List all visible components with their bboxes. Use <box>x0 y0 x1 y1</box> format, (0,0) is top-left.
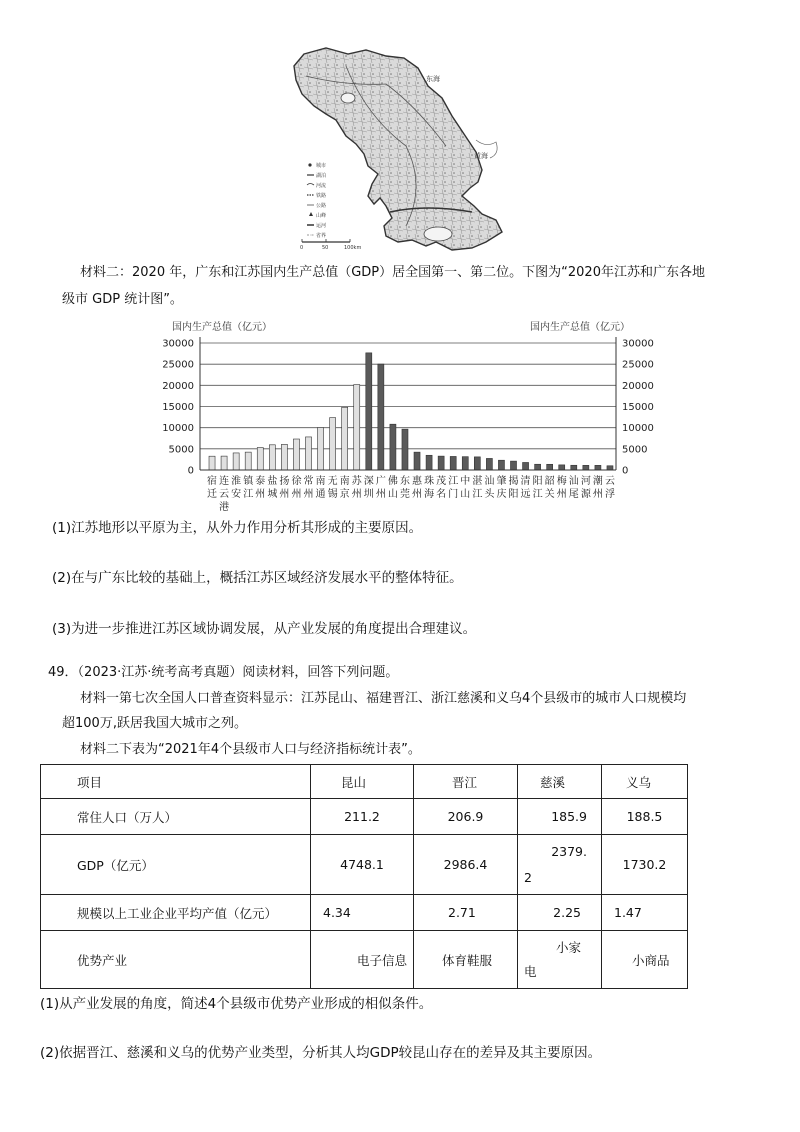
x-tick-label: 源 <box>580 489 591 500</box>
svg-text:0: 0 <box>300 245 304 251</box>
x-tick-label: 州 <box>303 489 314 500</box>
bar-云浮 <box>607 466 613 470</box>
y-tick-label-left: 25000 <box>162 359 194 371</box>
chart-ylabel-left: 国内生产总值（亿元） <box>172 322 272 333</box>
table-cell: 电子信息 <box>311 931 414 989</box>
table-cell: 2.25 <box>518 895 602 931</box>
bar-肇庆 <box>498 460 504 470</box>
table-cell: 4748.1 <box>311 835 414 895</box>
x-tick-label: 湛 <box>472 476 483 487</box>
svg-text:河流: 河流 <box>316 183 327 189</box>
x-tick-label: 江 <box>243 489 254 500</box>
x-tick-label: 远 <box>520 489 531 500</box>
y-tick-label-left: 5000 <box>168 444 194 456</box>
y-tick-label-left: 0 <box>187 465 194 477</box>
svg-text:公路: 公路 <box>316 203 327 209</box>
x-tick-label: 宿 <box>207 476 218 487</box>
table-header-cell: 昆山 <box>311 765 414 799</box>
bar-梅州 <box>559 465 565 470</box>
y-tick-label-right: 5000 <box>622 444 648 456</box>
table-cell: 小商品 <box>602 931 688 989</box>
x-tick-label: 肇 <box>496 476 507 487</box>
bar-茂名 <box>438 456 444 470</box>
x-tick-label: 州 <box>279 489 290 500</box>
x-tick-label: 庆 <box>496 489 507 500</box>
table-cell: 规模以上工业企业平均产值（亿元） <box>41 895 311 931</box>
x-tick-label: 淮 <box>231 476 242 487</box>
x-tick-label: 阳 <box>532 476 543 487</box>
bar-河源 <box>583 465 589 470</box>
x-tick-label: 迁 <box>207 489 218 500</box>
x-tick-label: 山 <box>460 489 471 500</box>
q49-material1-line2: 超100万,跃居我国大城市之列。 <box>62 716 247 731</box>
x-tick-label: 连 <box>219 476 230 487</box>
bar-汕头 <box>486 458 492 470</box>
x-tick-label: 阳 <box>508 489 519 500</box>
svg-text:城市: 城市 <box>316 163 327 169</box>
table-cell: 185.9 <box>518 799 602 835</box>
x-tick-label: 港 <box>219 502 230 513</box>
x-tick-label: 州 <box>556 489 567 500</box>
material2-line2: 级市 GDP 统计图”。 <box>62 292 183 307</box>
x-tick-label: 南 <box>339 476 350 487</box>
map-legend <box>307 162 326 239</box>
svg-text:湖泊: 湖泊 <box>316 173 327 179</box>
bar-连云港 <box>221 456 227 470</box>
x-tick-label: 州 <box>592 489 603 500</box>
table-header-cell: 义乌 <box>602 765 688 799</box>
x-tick-label: 广 <box>375 476 386 487</box>
y-tick-label-left: 20000 <box>162 380 194 392</box>
x-tick-label: 汕 <box>484 476 495 487</box>
bar-东莞 <box>402 429 408 470</box>
x-tick-label: 佛 <box>387 476 398 487</box>
table-header-cell: 项目 <box>41 765 311 799</box>
y-tick-label-left: 15000 <box>162 402 194 413</box>
x-tick-label: 云 <box>604 476 615 487</box>
x-tick-label: 江 <box>532 489 543 500</box>
table-cell: 1730.2 <box>602 835 688 895</box>
bar-扬州 <box>281 444 287 470</box>
table-header-row <box>41 765 688 799</box>
table-cell: 2986.4 <box>414 835 518 895</box>
x-tick-label: 山 <box>387 489 398 500</box>
x-tick-label: 苏 <box>351 476 362 487</box>
x-tick-label: 云 <box>219 489 230 500</box>
x-tick-label: 关 <box>544 489 555 500</box>
x-tick-label: 珠 <box>424 476 435 487</box>
x-tick-label: 安 <box>231 489 242 500</box>
x-tick-label: 扬 <box>279 476 290 487</box>
x-tick-label: 江 <box>472 489 483 500</box>
bar-南通 <box>318 427 324 470</box>
x-tick-label: 清 <box>520 476 531 487</box>
x-tick-label: 常 <box>303 476 314 487</box>
bar-揭阳 <box>510 461 516 470</box>
y-tick-label-left: 10000 <box>162 423 194 435</box>
table-cell: 体育鞋服 <box>414 931 518 989</box>
bar-常州 <box>305 437 311 470</box>
svg-text:100km: 100km <box>344 245 362 251</box>
x-tick-label: 惠 <box>412 476 423 487</box>
table-cell-wrapped <box>518 835 602 895</box>
bar-江门 <box>450 456 456 470</box>
x-tick-label: 州 <box>412 489 423 500</box>
table-cell: 4.34 <box>311 895 414 931</box>
svg-text:50: 50 <box>322 245 329 251</box>
sea-label-2: 东海 <box>426 75 440 83</box>
chart-ylabel-right: 国内生产总值（亿元） <box>530 322 630 333</box>
table-cell: 1.47 <box>602 895 688 931</box>
x-tick-label: 深 <box>363 476 374 487</box>
x-tick-label: 门 <box>448 489 459 500</box>
x-tick-label: 徐 <box>291 476 302 487</box>
bar-广州 <box>378 364 384 470</box>
x-tick-label: 河 <box>580 476 591 487</box>
x-tick-label: 通 <box>315 489 326 500</box>
x-tick-label: 梅 <box>556 476 567 487</box>
x-tick-label: 镇 <box>243 476 254 487</box>
x-tick-label: 浮 <box>604 489 615 500</box>
x-tick-label: 茂 <box>436 476 447 487</box>
svg-text:铁路: 铁路 <box>316 193 327 199</box>
x-tick-label: 京 <box>339 489 350 500</box>
bar-阳江 <box>535 464 541 470</box>
svg-text:省界: 省界 <box>316 233 327 239</box>
x-tick-label: 海 <box>424 489 435 500</box>
x-tick-label: 盐 <box>267 476 278 487</box>
table-cell: 206.9 <box>414 799 518 835</box>
x-tick-label: 东 <box>399 476 410 487</box>
x-tick-label: 州 <box>255 489 266 500</box>
y-tick-label-right: 25000 <box>622 359 654 371</box>
x-tick-label: 泰 <box>255 476 266 487</box>
x-tick-label: 莞 <box>399 489 410 500</box>
gdp-bar-chart <box>160 318 660 514</box>
table-row <box>41 799 688 835</box>
bar-徐州 <box>293 439 299 470</box>
x-tick-label: 州 <box>375 489 386 500</box>
svg-text:山峰: 山峰 <box>316 213 327 219</box>
material2-line1: 材料二：2020 年，广东和江苏国内生产总值（GDP）居全国第一、第二位。下图为“2020年江苏和广东各地 <box>80 265 705 280</box>
q49-header: 49．（2023·江苏·统考高考真题）阅读材料，回答下列问题。 <box>48 665 399 680</box>
q49-material2: 材料二下表为“2021年4个县级市人口与经济指标统计表”。 <box>80 742 421 757</box>
table-cell: 188.5 <box>602 799 688 835</box>
table-row <box>41 895 688 931</box>
bar-深圳 <box>366 353 372 470</box>
question-1: (1)江苏地形以平原为主，从外力作用分析其形成的主要原因。 <box>52 520 423 536</box>
table-header-cell: 慈溪 <box>518 765 602 799</box>
x-tick-label: 尾 <box>568 489 579 500</box>
table-cell: GDP（亿元） <box>41 835 311 895</box>
question-2: (2)在与广东比较的基础上，概括江苏区域经济发展水平的整体特征。 <box>52 570 463 586</box>
y-tick-label-right: 0 <box>622 465 629 477</box>
cixi-gdp-part1: 2379. <box>551 843 587 859</box>
cixi-gdp-part2: 2 <box>524 869 532 885</box>
table-cell: 2.71 <box>414 895 518 931</box>
bar-韶关 <box>547 464 553 470</box>
table-cell: 211.2 <box>311 799 414 835</box>
x-tick-label: 无 <box>327 476 338 487</box>
table-row <box>41 931 688 989</box>
sea-label: 黄海 <box>474 152 488 160</box>
bar-宿迁 <box>209 456 215 470</box>
bar-中山 <box>462 457 468 470</box>
x-tick-label: 潮 <box>592 476 603 487</box>
x-tick-label: 名 <box>436 489 447 500</box>
bar-汕尾 <box>571 465 577 470</box>
bar-南京 <box>342 407 348 470</box>
x-tick-label: 州 <box>291 489 302 500</box>
bar-佛山 <box>390 424 396 470</box>
y-tick-label-left: 30000 <box>162 338 194 350</box>
y-tick-label-right: 10000 <box>622 423 654 435</box>
x-tick-label: 锡 <box>327 489 338 500</box>
q49-question-2: (2)依据晋江、慈溪和义乌的优势产业类型，分析其人均GDP较昆山存在的差异及其主要原因。 <box>40 1045 602 1061</box>
y-tick-label-right: 15000 <box>622 402 654 413</box>
bar-无锡 <box>330 418 336 470</box>
x-tick-label: 江 <box>448 476 459 487</box>
province-outline <box>294 48 502 250</box>
table-cell: 常住人口（万人） <box>41 799 311 835</box>
bar-湛江 <box>474 457 480 470</box>
bar-潮州 <box>595 465 601 470</box>
table-header-cell: 晋江 <box>414 765 518 799</box>
x-tick-label: 圳 <box>363 489 374 500</box>
bar-泰州 <box>257 448 263 470</box>
table-cell: 优势产业 <box>41 931 311 989</box>
x-tick-label: 韶 <box>544 476 555 487</box>
jiangsu-map <box>286 36 516 256</box>
bar-苏州 <box>354 385 360 470</box>
bar-淮安 <box>233 453 239 470</box>
question-3: (3)为进一步推进江苏区域协调发展，从产业发展的角度提出合理建议。 <box>52 621 477 637</box>
bar-镇江 <box>245 452 251 470</box>
bar-清远 <box>523 462 529 470</box>
x-tick-label: 中 <box>460 476 471 487</box>
x-tick-label: 汕 <box>568 476 579 487</box>
scale-bar <box>300 239 361 251</box>
table-cell-wrapped <box>518 931 602 989</box>
q49-material1-line1: 材料一第七次全国人口普查资料显示：江苏昆山、福建晋江、浙江慈溪和义乌4个县级市的城市人口规模均 <box>80 691 687 706</box>
cixi-industry-part2: 电 <box>524 963 537 979</box>
table-row <box>41 835 688 895</box>
cixi-industry-part1: 小家 <box>555 939 581 955</box>
stats-table <box>40 764 688 989</box>
bar-惠州 <box>414 452 420 470</box>
bar-盐城 <box>269 445 275 470</box>
x-tick-label: 城 <box>267 489 278 500</box>
y-tick-label-right: 30000 <box>622 338 654 350</box>
bar-珠海 <box>426 455 432 470</box>
svg-text:运河: 运河 <box>316 223 327 229</box>
x-tick-label: 揭 <box>508 476 519 487</box>
x-tick-label: 州 <box>351 489 362 500</box>
y-tick-label-right: 20000 <box>622 380 654 392</box>
q49-question-1: (1)从产业发展的角度，简述4个县级市优势产业形成的相似条件。 <box>40 996 433 1012</box>
x-tick-label: 头 <box>484 489 495 500</box>
x-tick-label: 南 <box>315 476 326 487</box>
